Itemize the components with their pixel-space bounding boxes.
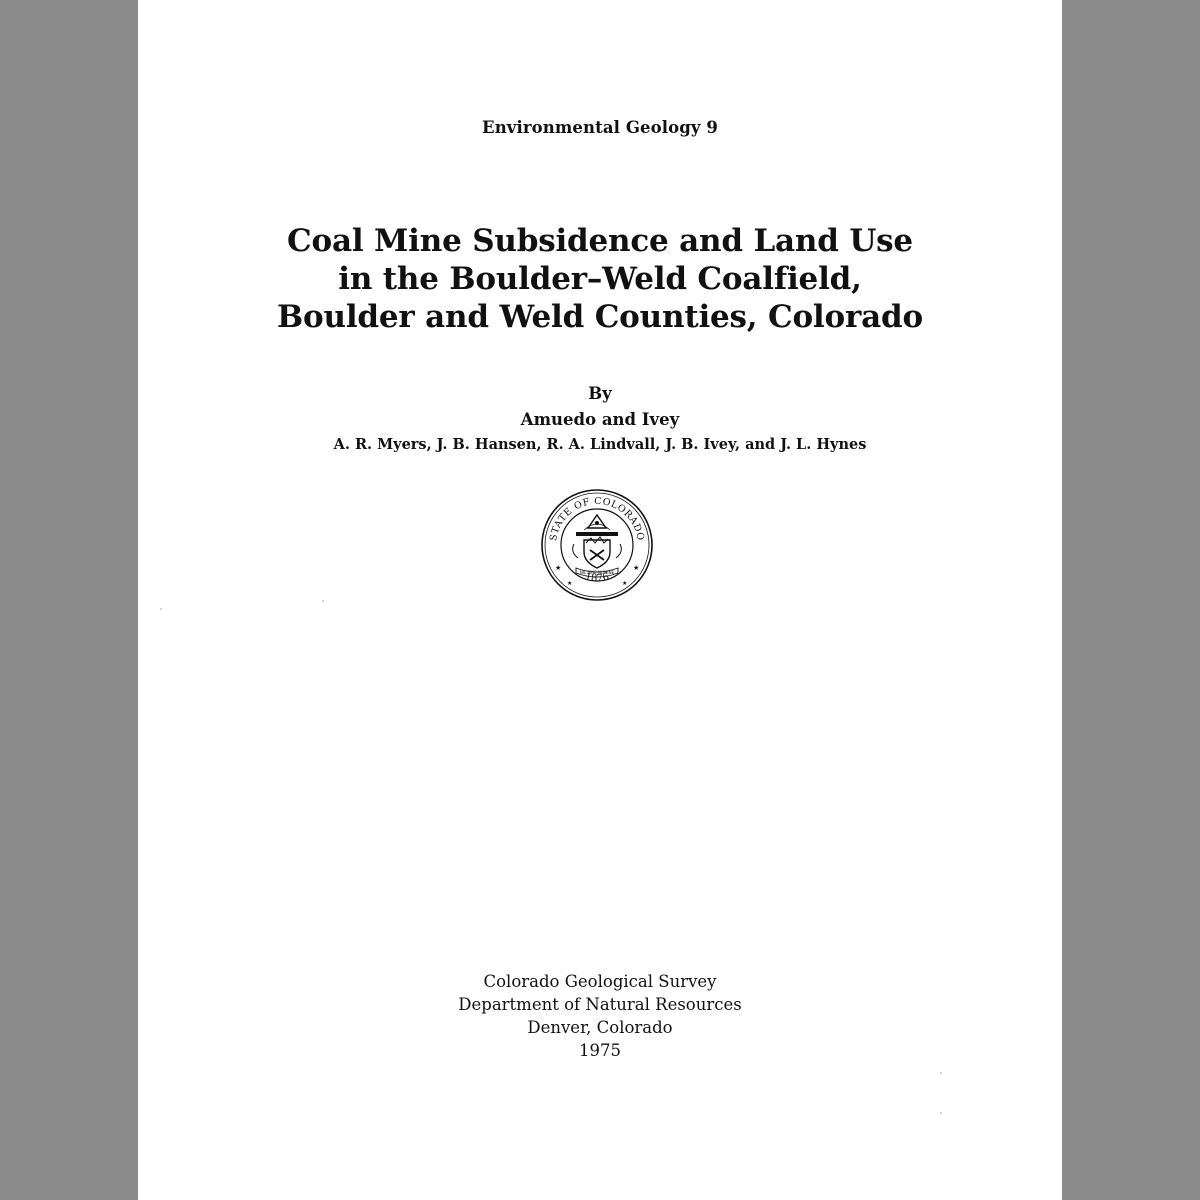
author-list: A. R. Myers, J. B. Hansen, R. A. Lindvall, J. B. Ivey, and J. L. Hynes (333, 436, 867, 453)
publisher-line-1: Colorado Geological Survey (483, 972, 717, 991)
title-line-3: Boulder and Weld Counties, Colorado (277, 299, 923, 335)
svg-text:★: ★ (633, 564, 640, 572)
byline-label: By (588, 384, 612, 403)
series-label: Environmental Geology 9 (482, 118, 718, 137)
svg-text:★: ★ (622, 580, 628, 587)
svg-text:★: ★ (567, 580, 573, 587)
scan-speck (160, 608, 162, 610)
publisher-line-4: 1975 (579, 1041, 621, 1060)
document-page (138, 0, 1062, 1200)
publisher-block (138, 970, 1062, 1062)
title-line-1: Coal Mine Subsidence and Land Use (287, 223, 913, 259)
scan-speck (322, 600, 324, 602)
publisher-line-3: Denver, Colorado (527, 1018, 673, 1037)
document-title (138, 222, 1062, 336)
author-firm: Amuedo and Ivey (520, 410, 680, 429)
scan-speck (940, 1072, 942, 1074)
state-of-colorado-seal-icon (540, 488, 654, 602)
title-line-2: in the Boulder–Weld Coalfield, (338, 261, 862, 297)
scan-speck (940, 1112, 942, 1114)
seal-ring-text: STATE OF COLORADO (548, 495, 646, 542)
seal-year: 1876 (583, 571, 611, 585)
seal-motto: NIL SINE NUMINE (579, 570, 615, 575)
publisher-line-2: Department of Natural Resources (458, 995, 742, 1014)
svg-text:★: ★ (555, 564, 562, 572)
